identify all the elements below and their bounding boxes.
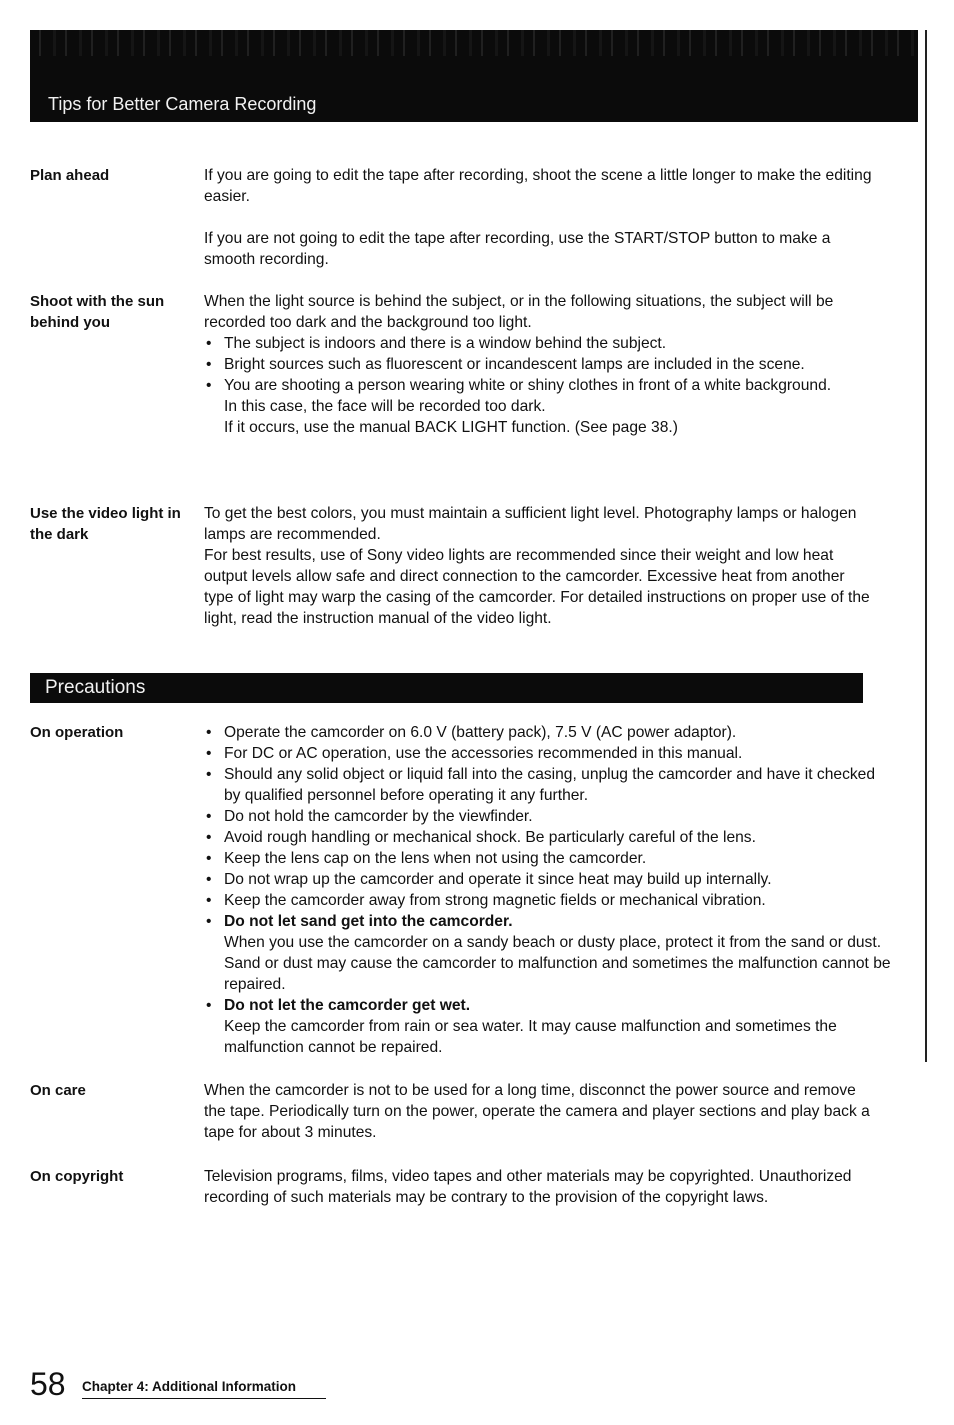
list-item: • Keep the lens cap on the lens when not using the camcorder.	[204, 848, 894, 869]
list-item: • For DC or AC operation, use the accessories recommended in this manual.	[204, 743, 894, 764]
bullet-list	[204, 333, 874, 438]
list-item	[204, 995, 894, 1058]
list-item-heading: Do not let the camcorder get wet.	[224, 997, 471, 1014]
section-body	[204, 722, 894, 1058]
page-header	[30, 30, 918, 122]
list-item: • Avoid rough handling or mechanical shock. Be particularly careful of the lens.	[204, 827, 894, 848]
bullet-list	[204, 722, 894, 1058]
list-item: • Do not wrap up the camcorder and operate it since heat may build up internally.	[204, 869, 894, 890]
list-item: • Operate the camcorder on 6.0 V (battery pack), 7.5 V (AC power adaptor).	[204, 722, 894, 743]
list-item-text: When you use the camcorder on a sandy beach or dusty place, protect it from the sand or dust. Sand or dust may cause the camcorder to malfunction and sometimes the malfunction cannot be repaired.	[224, 934, 891, 993]
section-label: On care	[30, 1082, 86, 1099]
section-body	[204, 165, 874, 270]
list-item	[204, 911, 894, 995]
page-title: Tips for Better Camera Recording	[48, 94, 317, 114]
paragraph: When the light source is behind the subject, or in the following situations, the subject will be recorded too dark and the background too light.	[204, 293, 834, 331]
list-item-text: Keep the camcorder from rain or sea water. It may cause malfunction and sometimes the malfunction cannot be repaired.	[224, 1018, 837, 1056]
section-label: On copyright	[30, 1168, 124, 1185]
section-label: Plan ahead	[30, 167, 110, 184]
section-body	[204, 1166, 874, 1208]
list-item-note: In this case, the face will be recorded too dark.	[224, 398, 546, 415]
list-item: • Keep the camcorder away from strong magnetic fields or mechanical vibration.	[204, 890, 894, 911]
section-label: Use the video light in the dark	[30, 505, 181, 543]
list-item-text: You are shooting a person wearing white or shiny clothes in front of a white background.	[224, 377, 832, 394]
paragraph: For best results, use of Sony video lights are recommended since their weight and low heat output levels allow safe and direct connection to the camcorder. Excessive heat from another type of light may warp the casing of the camcorder. For detailed instructions on proper use of the light, read the instruction manual of the video light.	[204, 547, 870, 627]
section-label: On operation	[30, 724, 124, 741]
section-body	[204, 503, 874, 629]
page-number: 58	[30, 1366, 66, 1402]
list-item: • Do not hold the camcorder by the viewfinder.	[204, 806, 894, 827]
section-heading: Precautions	[45, 677, 146, 698]
section-label: Shoot with the sun behind you	[30, 293, 165, 331]
chapter-title: Chapter 4: Additional Information	[82, 1379, 296, 1394]
list-item: • Should any solid object or liquid fall into the casing, unplug the camcorder and have it checked by qualified personnel before operating it any further.	[204, 764, 894, 806]
footer-rule	[82, 1398, 326, 1399]
list-item-heading: Do not let sand get into the camcorder.	[224, 913, 513, 930]
paragraph: If you are not going to edit the tape after recording, use the START/STOP button to make a smooth recording.	[204, 230, 831, 268]
list-item-note: If it occurs, use the manual BACK LIGHT function. (See page 38.)	[224, 419, 678, 436]
paragraph: To get the best colors, you must maintain a sufficient light level. Photography lamps or halogen lamps are recommended.	[204, 505, 857, 543]
list-item: • Bright sources such as fluorescent or incandescent lamps are included in the scene.	[204, 354, 874, 375]
header-texture	[30, 30, 918, 56]
margin-rule	[925, 30, 927, 1062]
precautions-header	[30, 673, 863, 703]
list-item: • The subject is indoors and there is a window behind the subject.	[204, 333, 874, 354]
list-item	[204, 375, 874, 438]
paragraph: If you are going to edit the tape after recording, shoot the scene a little longer to make the editing easier.	[204, 167, 872, 205]
paragraph: When the camcorder is not to be used for a long time, disconnct the power source and remove the tape. Periodically turn on the power, operate the camera and player sections and play back a tape for about 3 minutes.	[204, 1082, 870, 1141]
section-body	[204, 291, 874, 438]
paragraph: Television programs, films, video tapes and other materials may be copyrighted. Unauthorized recording of such materials may be contrary to the provision of the copyright laws.	[204, 1168, 852, 1206]
section-body	[204, 1080, 874, 1143]
